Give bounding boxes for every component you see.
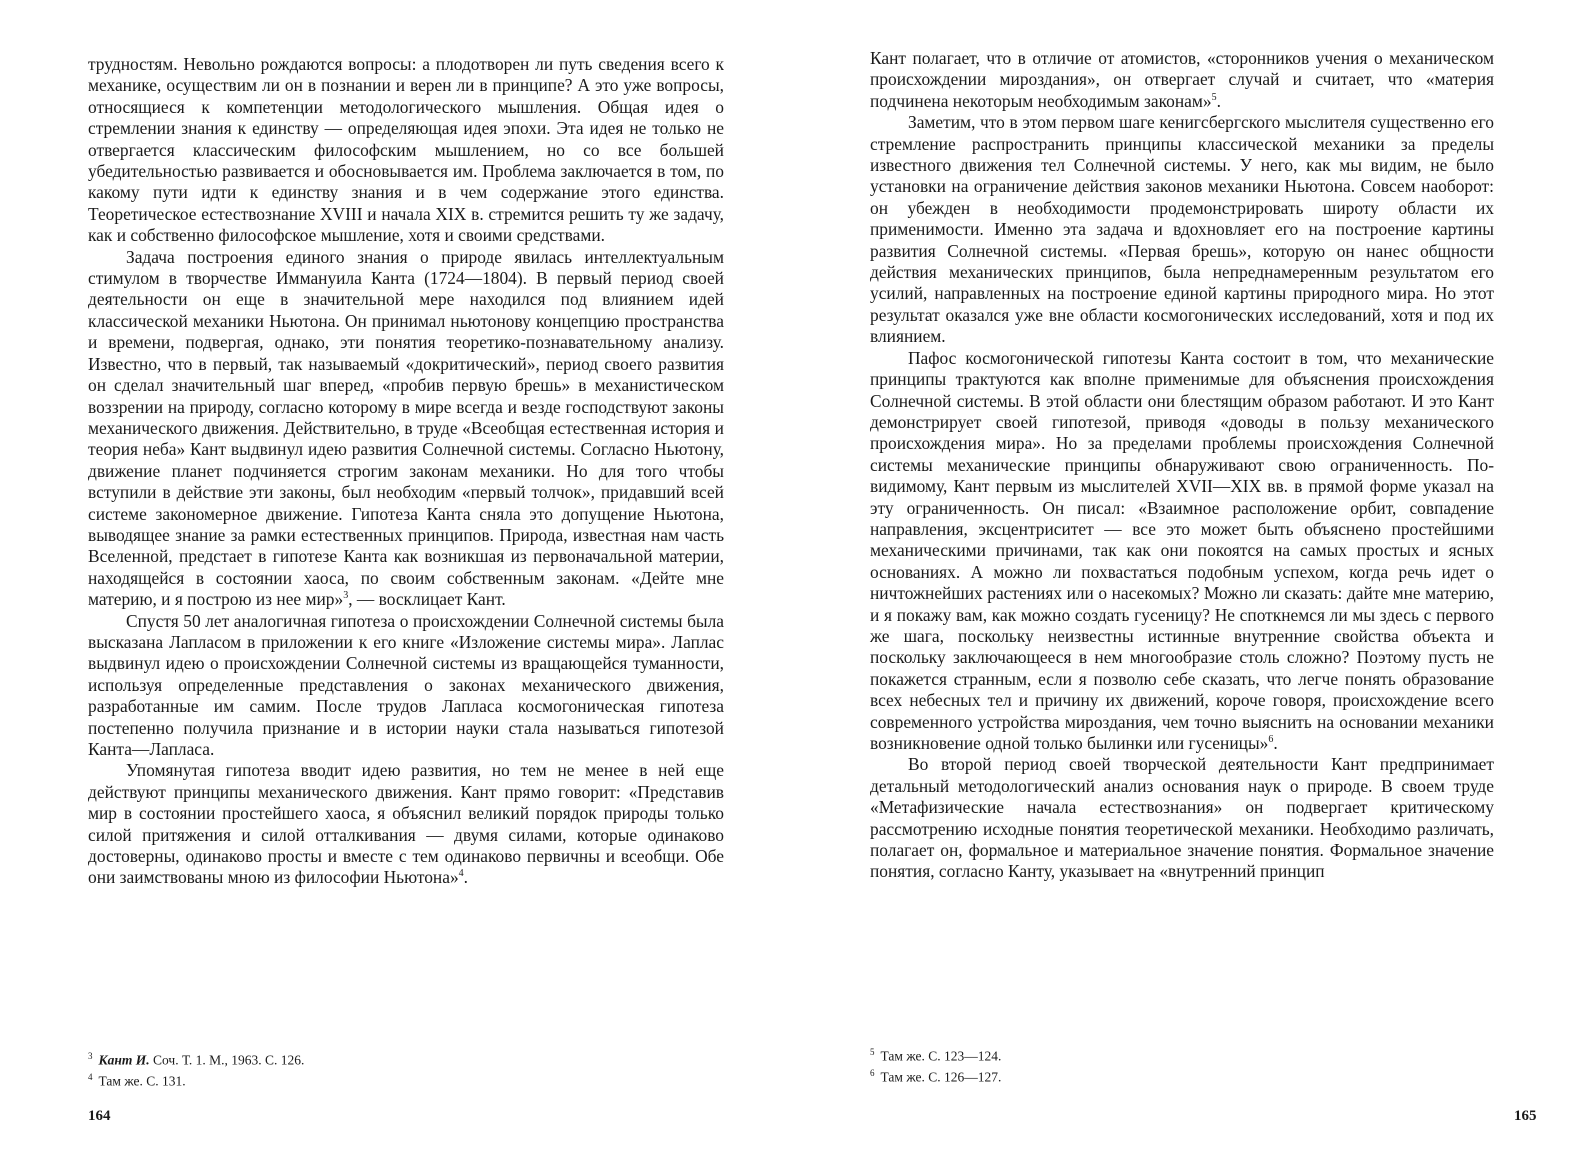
- page-number: 165: [1514, 1108, 1537, 1124]
- paragraph-text: Задача построения единого знания о природе явилась интеллектуальным стимулом в творчестве Иммануила Канта (1724—1804). В первый период своей деятельности он еще в значительной мере находился под влиянием идей классической механики Ньютона. Он принимал ньютонову концепцию пространства и времени, подвергая, однако, эти понятия теоретико-познавательному анализу. Известно, что в первый, так называемый «докритический», период своего развития он сделал значительный шаг вперед, «пробив первую брешь» в механистическом воззрении на природу, согласно которому в мире всегда и везде господствуют законы механического движения. Действительно, в труде «Всеобщая естественная история и теория неба» Кант выдвинул идею развития Солнечной системы. Согласно Ньютону, движение планет подчиняется строгим законам механики. Но для того чтобы вступили в действие эти законы, был необходим «первый толчок», придавший всей системе закономерное движение. Гипотеза Канта сняла это допущение Ньютона, выводящее знание за рамки естественных принципов. Природа, известная нам часть Вселенной, предстает в гипотезе Канта как возникшая из первоначальной материи, находящейся в состоянии хаоса, по своим собственным законам. «Дейте мне материю, и я построю из нее мир»: [88, 246, 724, 610]
- footnote-text: Соч. Т. 1. М., 1963. С. 126.: [149, 1052, 305, 1068]
- paragraph: [870, 348, 1494, 755]
- paragraph-text: Пафос космогонической гипотезы Канта состоит в том, что механические принципы трактуются как вполне применимые для объяснения происхождения Солнечной системы. В этой области они блестящим образом работают. И это Кант демонстрирует своей гипотезой, приводя «доводы в пользу механического происхождения мира». Но за пределами проблемы происхождения Солнечной системы механические принципы обнаруживают свою ограниченность. По-видимому, Кант первым из мыслителей XVII—XIX вв. в прямой форме указал на эту ограниченность. Он писал: «Взаимное расположение орбит, совпадение направления, эксцентриситет — все это может быть объяснено простейшими механическими причинами, так как они покоятся на самых простых и ясных основаниях. А можно ли похвастаться подобным успехом, когда речь идет о ничтожнейших растениях или о насекомых? Можно ли сказать: дайте мне материю, и я покажу вам, как можно создать гусеницу? Не споткнемся ли мы здесь с первого же шага, поскольку неизвестны истинные внутренние свойства объекта и поскольку заключающееся в нем многообразие столь сложно? Поэтому пусть не покажется странным, если я позволю себе сказать, что легче понять образование всех небесных тел и причину их движений, короче говоря, происхождение всего современного устройства мироздания, чем точно выяснить на основании механики возникновение одной только былинки или гусеницы»: [870, 347, 1494, 753]
- paragraph: [88, 247, 724, 611]
- paragraph-text: Кант полагает, что в отличие от атомистов, «сторонников учения о механическом происхождении мироздания», он отвергает случай и считает, что «материя подчинена некоторым необходимым законам»: [870, 48, 1494, 111]
- paragraph: Спустя 50 лет аналогичная гипотеза о происхождении Солнечной системы была высказана Лапласом в приложении к его книге «Изложение системы мира». Лаплас выдвинул идею о происхождении Солнечной системы из вращающейся туманности, используя определенные представления о законах механического движения, разработанные им самим. После трудов Лапласа космогоническая гипотеза постепенно получила признание и в истории науки стала называться гипотезой Канта—Лапласа.: [88, 610, 724, 759]
- right-page: [798, 0, 1596, 1176]
- footnote-number: 6: [870, 1067, 875, 1078]
- paragraph: [870, 48, 1494, 112]
- footnote-number: 4: [88, 1071, 93, 1082]
- page-number: 164: [88, 1108, 111, 1124]
- footnote-text: Там же. С. 126—127.: [880, 1069, 1002, 1084]
- footnote-text: Там же. С. 123—124.: [880, 1048, 1002, 1064]
- footnote-ref: 4: [458, 868, 464, 880]
- footnote: [88, 1048, 724, 1069]
- paragraph-text: .: [463, 867, 468, 888]
- paragraph: Заметим, что в этом первом шаге кенигсбергского мыслителя существенно его стремление распространить принципы классической механики за пределы известного движения тел Солнечной системы. У него, как мы видим, не было установки на ограничение действия законов механики Ньютона. Совсем наоборот: он убежден в необходимости продемонстрировать широту области их применимости. Именно эта задача и вдохновляет его на построение картины развития Солнечной системы. «Первая брешь», которую он нанес общности действия механических принципов, была непреднамеренным результатом его усилий, направленных на построение единой картины природного мира. Но этот результат оказался уже вне области космогонических исследований, хотя и под их влиянием.: [870, 112, 1494, 347]
- footnote: [870, 1065, 1494, 1086]
- paragraph-text: Упомянутая гипотеза вводит идею развития, но тем не менее в ней еще действуют принципы механического движения. Кант прямо говорит: «Представив мир в состоянии простейшего хаоса, я объяснил великий порядок природы только силой притяжения и силой отталкивания — двумя силами, которые одинаково достоверны, одинаково просты и вместе с тем одинаково первичны и всеобщи. Обе они заимствованы мною из философии Ньютона»: [88, 760, 724, 888]
- left-footnotes: [88, 1048, 724, 1089]
- footnote-text: Там же. С. 131.: [98, 1073, 186, 1088]
- right-footnotes: [870, 1044, 1494, 1085]
- footnote-ref: 6: [1268, 734, 1274, 746]
- footnote-author: Кант И.: [98, 1052, 150, 1068]
- right-page-body: [870, 48, 1494, 883]
- footnote-ref: 5: [1211, 92, 1217, 104]
- paragraph: [88, 760, 724, 888]
- paragraph: Во второй период своей творческой деятельности Кант предпринимает детальный методологический анализ основания наук о природе. В своем труде «Метафизические начала естествознания» он подвергает критическому рассмотрению исходные понятия теоретической механики. Необходимо различать, полагает он, формальное и материальное значение понятия. Формальное значение понятия, согласно Канту, указывает на «внутренний принцип: [870, 754, 1494, 882]
- paragraph-text: , — восклицает Кант.: [348, 589, 506, 610]
- footnote-number: 5: [870, 1047, 875, 1057]
- footnote-number: 3: [88, 1051, 93, 1061]
- left-page-body: [88, 54, 724, 889]
- paragraph: трудностям. Невольно рождаются вопросы: а плодотворен ли путь сведения всего к механике, осуществим ли он в познании и верен ли в принципе? А это уже вопросы, относящиеся к компетенции методологического мышления. Общая идея о стремлении знания к единству — определяющая идея эпохи. Эта идея не только не отвергается классическим философским мышлением, но со все большей убедительностью развивается и обосновывается им. Проблема заключается в том, по какому пути идти к единству знания и в чем содержание этого единства. Теоретическое естествознание XVIII и начала XIX в. стремится решить ту же задачу, как и собственно философское мышление, хотя и своими средствами.: [88, 54, 724, 246]
- paragraph-text: .: [1273, 733, 1278, 753]
- footnote: [870, 1044, 1494, 1065]
- paragraph-text: .: [1216, 90, 1221, 111]
- footnote-ref: 3: [343, 590, 349, 602]
- footnote: [88, 1069, 724, 1090]
